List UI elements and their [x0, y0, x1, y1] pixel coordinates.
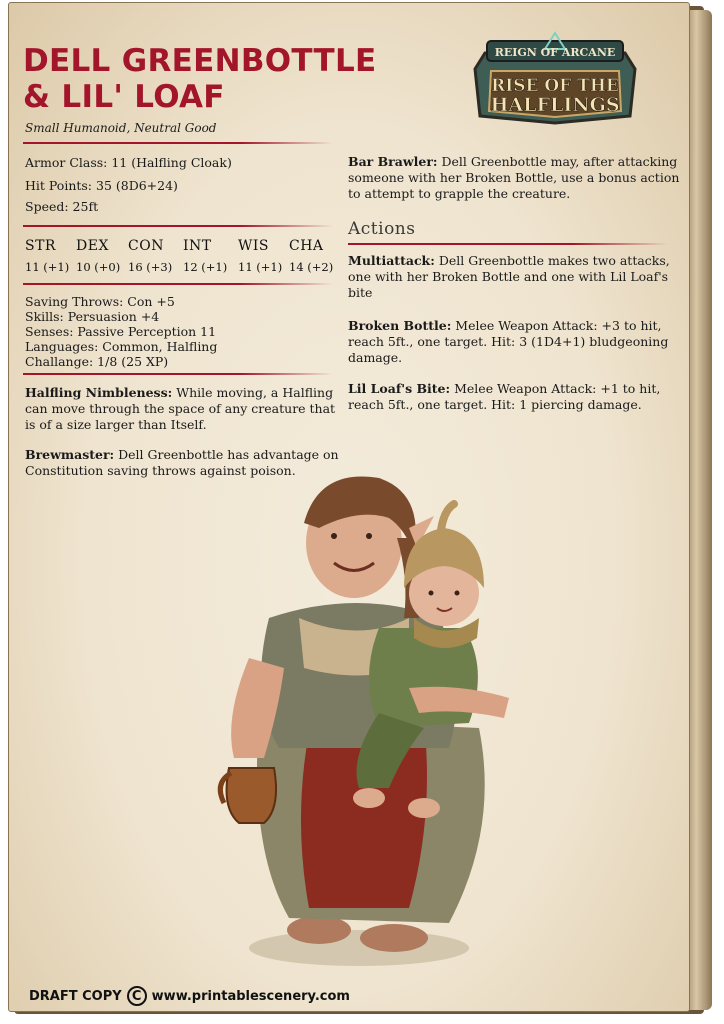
ability-header: STR: [25, 238, 56, 254]
footer: [29, 986, 350, 1006]
action-lil-loafs-bite: [348, 381, 680, 413]
action-text: Melee Weapon Attack: +3 to hit, reach 5ft., one target. Hit: 3 (1D4+1) bludgeoning damage.: [348, 318, 669, 365]
hit-points: Hit Points: 35 (8D6+24): [25, 178, 178, 193]
saving-throws: Saving Throws: Con +5: [25, 294, 175, 309]
divider: [23, 142, 333, 144]
ability-header: CHA: [289, 238, 324, 254]
trait-name: Halfling Nimbleness:: [25, 385, 173, 400]
trait-halfling-nimbleness: [25, 385, 341, 433]
ability-header: DEX: [76, 238, 109, 254]
ability-headers: [25, 238, 343, 254]
trait-name: Brewmaster:: [25, 447, 115, 462]
trait-text: Dell Greenbottle may, after attacking someone with her Broken Bottle, use a bonus action to attempt to grapple the creature.: [348, 154, 680, 201]
website-link[interactable]: www.printablescenery.com: [151, 988, 350, 1004]
ability-value: 14 (+2): [289, 260, 334, 274]
draft-copy-label: DRAFT COPY: [29, 988, 122, 1004]
creature-name: [23, 43, 377, 115]
trait-name: Bar Brawler:: [348, 154, 438, 169]
logo-line2: HALFLINGS: [490, 94, 620, 116]
ability-values: [25, 254, 343, 274]
action-text: Melee Weapon Attack: +1 to hit, reach 5ft., one target. Hit: 1 piercing damage.: [348, 381, 661, 412]
action-text: Dell Greenbottle makes two attacks, one with her Broken Bottle and one with Lil Loaf's bite: [348, 253, 670, 300]
action-name: Lil Loaf's Bite:: [348, 381, 451, 396]
ability-scores: [25, 238, 343, 274]
languages: Languages: Common, Halfling: [25, 339, 218, 354]
ability-value: 11 (+1): [25, 260, 70, 274]
creature-name-line2: & LIL' LOAF: [23, 79, 225, 115]
copyright-icon: C: [127, 986, 147, 1006]
actions-heading: Actions: [348, 219, 416, 239]
senses: Senses: Passive Perception 11: [25, 324, 217, 339]
ability-value: 12 (+1): [183, 260, 228, 274]
skills: Skills: Persuasion +4: [25, 309, 160, 324]
ability-header: WIS: [238, 238, 270, 254]
speed: Speed: 25ft: [25, 199, 99, 214]
ability-value: 11 (+1): [238, 260, 283, 274]
logo-line1: RISE OF THE: [491, 76, 619, 96]
logo-top-text: REIGN OF ARCANE: [494, 46, 616, 59]
ability-value: 16 (+3): [128, 260, 173, 274]
creature-type: Small Humanoid, Neutral Good: [25, 121, 217, 135]
divider: [348, 243, 668, 245]
challenge: Challange: 1/8 (25 XP): [25, 354, 169, 369]
ability-header: CON: [128, 238, 164, 254]
creature-name-line1: DELL GREENBOTTLE: [23, 43, 377, 79]
trait-bar-brawler: [348, 154, 680, 202]
action-multiattack: [348, 253, 680, 301]
divider: [23, 373, 333, 375]
divider: [23, 283, 333, 285]
dell-and-lil-loaf-illustration: [209, 468, 529, 973]
ability-value: 10 (+0): [76, 260, 121, 274]
action-broken-bottle: [348, 318, 680, 366]
action-name: Broken Bottle:: [348, 318, 452, 333]
stat-block-page: [8, 2, 690, 1012]
creature-details: [25, 294, 217, 369]
action-name: Multiattack:: [348, 253, 435, 268]
trait-text: Dell Greenbottle has advantage on Constitution saving throws against poison.: [25, 447, 339, 478]
armor-class: Armor Class: 11 (Halfling Cloak): [25, 155, 232, 170]
ability-header: INT: [183, 238, 212, 254]
rise-of-the-halflings-logo: [465, 31, 645, 126]
divider: [23, 225, 333, 227]
trait-text: While moving, a Halfling can move through the space of any creature that is of a size larger than Itself.: [25, 385, 336, 432]
